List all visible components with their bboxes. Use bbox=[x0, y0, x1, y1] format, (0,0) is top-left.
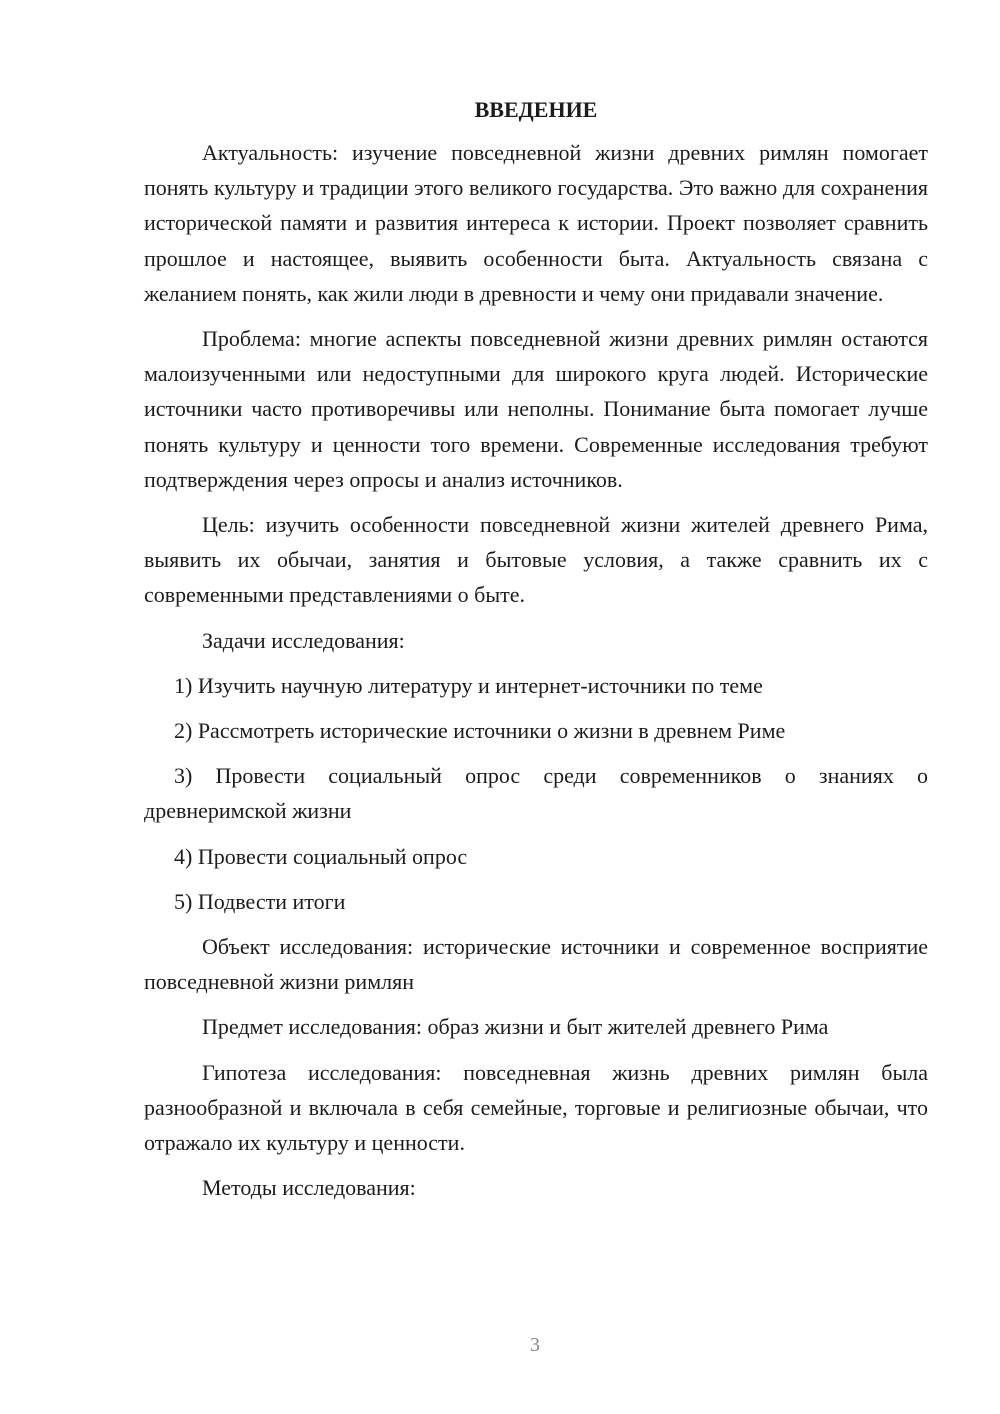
task-item-2: 2) Рассмотреть исторические источники о жизни в древнем Риме bbox=[174, 718, 786, 744]
task-item-5: 5) Подвести итоги bbox=[174, 888, 346, 914]
task-item-4: 4) Провести социальный опрос bbox=[174, 843, 468, 869]
goal-paragraph: Цель: изучить особенности повседневной жизни жителей древнего Рима, выявить их обычаи, занятия и бытовые условия, а также сравнить их с современными представлениями о быте. bbox=[144, 512, 928, 608]
object-paragraph: Объект исследования: исторические источники и современное восприятие повседневной жизни римлян bbox=[144, 934, 928, 995]
task-item-1: 1) Изучить научную литературу и интернет-источники по теме bbox=[174, 672, 763, 698]
section-title: ВВЕДЕНИЕ bbox=[474, 97, 598, 122]
page-body bbox=[144, 95, 928, 1215]
relevance-paragraph: Актуальность: изучение повседневной жизни древних римлян помогает понять культуру и традиции этого великого государства. Это важно для сохранения исторической памяти и развития интереса к истории. Проект позволяет сравнить прошлое и настоящее, выявить особенности быта. Актуальность связана с желанием понять, как жили люди в древности и чему они придавали значение. bbox=[144, 140, 928, 306]
page-number: 3 bbox=[530, 1334, 540, 1356]
tasks-heading: Задачи исследования: bbox=[202, 627, 405, 653]
problem-paragraph: Проблема: многие аспекты повседневной жизни древних римлян остаются малоизученными или недоступными для широкого круга людей. Исторические источники часто противоречивы или неполны. Понимание быта помогает лучше понять культуру и ценности того времени. Современные исследования требуют подтверждения через опросы и анализ источников. bbox=[144, 326, 928, 492]
methods-heading: Методы исследования: bbox=[202, 1175, 416, 1201]
subject-paragraph: Предмет исследования: образ жизни и быт жителей древнего Рима bbox=[202, 1014, 829, 1040]
hypothesis-paragraph: Гипотеза исследования: повседневная жизнь древних римлян была разнообразной и включала в себя семейные, торговые и религиозные обычаи, что отражало их культуру и ценности. bbox=[144, 1059, 928, 1156]
task-item-3: 3) Провести социальный опрос среди современников о знаниях о древнеримской жизни bbox=[144, 763, 928, 824]
